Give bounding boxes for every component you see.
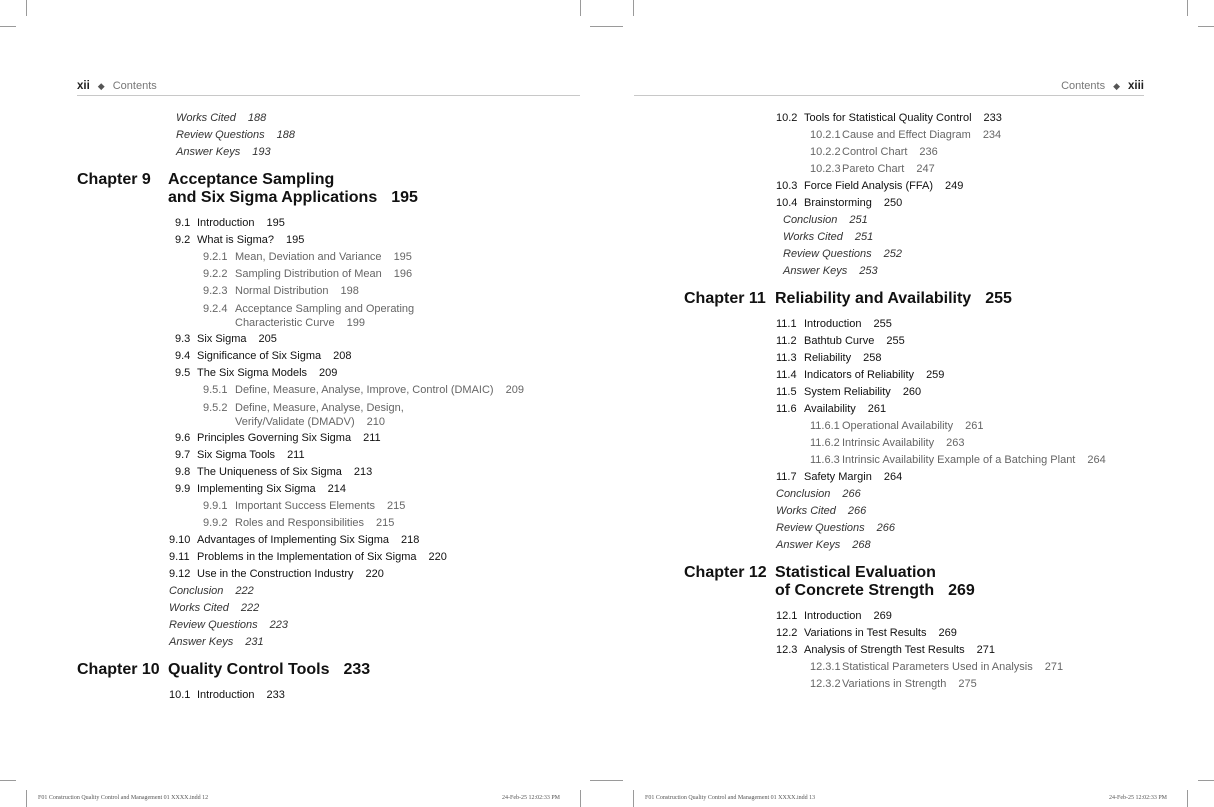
entry-number: 9.5.2 [203, 402, 228, 414]
entry-page: 209 [319, 367, 338, 379]
toc-section-entry [684, 608, 1184, 625]
entry-page: 264 [1087, 454, 1106, 466]
entry-number: 10.4 [776, 197, 798, 209]
entry-title: Introduction 195 [197, 217, 285, 229]
toc-backmatter-entry [684, 229, 1184, 246]
crop-mark [580, 790, 581, 807]
entry-page: 211 [363, 432, 381, 444]
toc-section-entry [77, 687, 577, 704]
entry-title-line: Define, Measure, Analyse, Design, [235, 402, 404, 414]
entry-page: 266 [847, 505, 867, 517]
entry-title: Reliability 258 [804, 352, 882, 364]
entry-title: Statistical Parameters Used in Analysis 271 [842, 661, 1064, 673]
crop-mark [0, 780, 16, 781]
entry-number: 11.1 [776, 318, 797, 330]
toc-backmatter-entry [77, 144, 577, 161]
toc-backmatter-entry [77, 583, 577, 600]
entry-title: Problems in the Implementation of Six Sigma 220 [197, 551, 447, 563]
chapter-page: 233 [343, 661, 371, 678]
toc-backmatter-entry [684, 537, 1184, 554]
entry-number: 9.12 [169, 568, 191, 580]
entry-title: Works Cited 222 [169, 602, 260, 614]
entry-title: Define, Measure, Analyse, Improve, Control (DMAIC) 209 [235, 384, 524, 396]
entry-number: 9.3 [175, 333, 191, 345]
entry-page: 208 [333, 350, 352, 362]
entry-title: Roles and Responsibilities 215 [235, 517, 395, 529]
entry-title-line: Acceptance Sampling and Operating [235, 303, 415, 315]
toc-backmatter-entry [77, 127, 577, 144]
toc-list [77, 110, 577, 704]
entry-number: 11.7 [776, 471, 797, 483]
entry-number: 10.1 [169, 689, 191, 701]
entry-title: Sampling Distribution of Mean 196 [235, 268, 413, 280]
print-footer-date: 24-Feb-25 12:02:33 PM [502, 795, 561, 801]
entry-title: Bathtub Curve 255 [804, 335, 905, 347]
chapter-title-line: of Concrete Strength 269 [775, 582, 975, 599]
chapter-heading [77, 171, 577, 207]
entry-page: 261 [965, 420, 984, 432]
toc-list [684, 110, 1184, 693]
entry-title: Conclusion 222 [169, 585, 254, 597]
entry-title: Important Success Elements 215 [235, 500, 406, 512]
entry-page: 259 [926, 369, 945, 381]
running-head-title: Contents [112, 80, 157, 92]
entry-page: 234 [982, 129, 1002, 141]
toc-section-entry [77, 464, 577, 481]
toc-section-entry [684, 195, 1184, 212]
entry-page: 258 [863, 352, 882, 364]
chapter-label: Chapter 11 [684, 290, 766, 307]
entry-page: 255 [886, 335, 905, 347]
entry-title [235, 401, 404, 429]
toc-backmatter-entry [684, 503, 1184, 520]
chapter-label: Chapter 9 [77, 171, 151, 188]
entry-title: Brainstorming 250 [804, 197, 903, 209]
entry-number: 10.2.2 [810, 146, 841, 158]
running-head-title: Contents [1061, 80, 1106, 92]
entry-title: Implementing Six Sigma 214 [197, 483, 346, 495]
entry-number: 11.6.2 [810, 437, 840, 449]
entry-title [235, 302, 414, 330]
toc-section-entry [684, 625, 1184, 642]
entry-number: 9.4 [175, 350, 191, 362]
entry-number: 12.3.1 [810, 661, 841, 673]
running-head [77, 80, 157, 92]
toc-section-entry [77, 430, 577, 447]
entry-page: 269 [938, 627, 957, 639]
entry-page: 210 [366, 416, 385, 428]
chapter-title [168, 661, 577, 679]
print-footer-file: F01 Construction Quality Control and Management 01 XXXX.indd 12 [38, 795, 209, 801]
toc-subsection-entry [77, 283, 577, 300]
entry-title: System Reliability 260 [804, 386, 922, 398]
entry-title: Works Cited 266 [776, 505, 867, 517]
page-folio: xiii [1128, 80, 1144, 92]
toc-section-entry [684, 333, 1184, 350]
toc-subsection-entry [684, 659, 1184, 676]
entry-title: Conclusion 251 [783, 214, 868, 226]
entry-title: Analysis of Strength Test Results 271 [804, 644, 995, 656]
toc-section-entry [77, 549, 577, 566]
entry-title: Use in the Construction Industry 220 [197, 568, 384, 580]
chapter-heading [77, 661, 577, 679]
entry-page: 193 [252, 146, 271, 158]
toc-backmatter-entry [77, 634, 577, 651]
entry-number: 12.1 [776, 610, 798, 622]
entry-page: 233 [266, 689, 285, 701]
entry-page: 266 [876, 522, 896, 534]
entry-title: The Uniqueness of Six Sigma 213 [197, 466, 373, 478]
entry-page: 275 [958, 678, 977, 690]
toc-backmatter-entry [684, 520, 1184, 537]
crop-mark [26, 0, 27, 16]
running-head [1061, 80, 1144, 92]
toc-section-entry [684, 178, 1184, 195]
entry-title: Review Questions 188 [176, 129, 296, 141]
entry-page: 218 [401, 534, 420, 546]
entry-title: Force Field Analysis (FFA) 249 [804, 180, 964, 192]
entry-page: 250 [883, 197, 903, 209]
entry-page: 247 [916, 163, 935, 175]
entry-page: 196 [393, 268, 413, 280]
entry-page: 251 [849, 214, 868, 226]
entry-page: 199 [346, 317, 365, 329]
entry-number: 9.2 [175, 234, 191, 246]
toc-backmatter-entry [77, 110, 577, 127]
toc-section-entry [684, 367, 1184, 384]
chapter-title-line: Reliability and Availability 255 [775, 290, 1012, 307]
entry-number: 11.6.1 [810, 420, 840, 432]
entry-title: Introduction 255 [804, 318, 892, 330]
toc-section-entry [77, 447, 577, 464]
toc-section-entry [684, 316, 1184, 333]
entry-title: Control Chart 236 [842, 146, 938, 158]
entry-page: 222 [235, 585, 254, 597]
entry-title: Introduction 233 [197, 689, 285, 701]
entry-title: Pareto Chart 247 [842, 163, 935, 175]
toc-backmatter-entry [77, 617, 577, 634]
entry-page: 233 [983, 112, 1002, 124]
entry-number: 12.2 [776, 627, 798, 639]
toc-subsection-entry [77, 498, 577, 515]
entry-title: Review Questions 252 [783, 248, 903, 260]
entry-number: 9.2.2 [203, 268, 228, 280]
entry-page: 195 [286, 234, 305, 246]
entry-page: 271 [1044, 661, 1064, 673]
crop-mark [1198, 26, 1214, 27]
toc-subsection-entry [77, 300, 577, 331]
chapter-page: 255 [985, 290, 1012, 307]
entry-number: 9.9 [175, 483, 191, 495]
toc-subsection-entry [77, 515, 577, 532]
entry-title: Significance of Six Sigma 208 [197, 350, 352, 362]
crop-mark [633, 790, 634, 807]
entry-number: 9.9.2 [203, 517, 228, 529]
entry-number: 11.3 [776, 352, 797, 364]
entry-title: Review Questions 223 [169, 619, 289, 631]
entry-page: 220 [365, 568, 384, 580]
entry-title: Answer Keys 193 [176, 146, 271, 158]
entry-page: 263 [946, 437, 965, 449]
toc-subsection-entry [77, 266, 577, 283]
chapter-heading [684, 290, 1184, 308]
entry-page: 195 [393, 251, 412, 263]
entry-page: 188 [276, 129, 296, 141]
entry-number: 9.10 [169, 534, 191, 546]
toc-section-entry [77, 532, 577, 549]
right-page [607, 0, 1214, 807]
entry-number: 11.2 [776, 335, 797, 347]
entry-page: 215 [376, 517, 395, 529]
crop-mark [590, 26, 623, 27]
entry-page: 223 [269, 619, 289, 631]
chapter-title-line: Statistical Evaluation [775, 564, 936, 581]
entry-page: 220 [428, 551, 447, 563]
entry-title: Indicators of Reliability 259 [804, 369, 945, 381]
entry-title: Answer Keys 253 [783, 265, 878, 277]
print-footer-date: 24-Feb-25 12:02:33 PM [1109, 795, 1168, 801]
toc-section-entry [684, 469, 1184, 486]
entry-page: 271 [976, 644, 995, 656]
toc-subsection-entry [77, 249, 577, 266]
chapter-label: Chapter 10 [77, 661, 160, 678]
toc-section-entry [684, 642, 1184, 659]
entry-title: Conclusion 266 [776, 488, 861, 500]
diamond-icon: ◆ [97, 80, 105, 91]
entry-title-line: Characteristic Curve 199 [235, 317, 365, 329]
toc-section-entry [77, 348, 577, 365]
chapter-title-line: Acceptance Sampling [168, 171, 335, 188]
crop-mark [26, 790, 27, 807]
toc-section-entry [77, 365, 577, 382]
entry-title: Works Cited 251 [783, 231, 874, 243]
entry-page: 215 [387, 500, 406, 512]
chapter-title [168, 171, 577, 207]
entry-title: Variations in Strength 275 [842, 678, 977, 690]
entry-title-line: Verify/Validate (DMADV) 210 [235, 416, 385, 428]
chapter-title-line: Quality Control Tools 233 [168, 661, 371, 678]
entry-title: Operational Availability 261 [842, 420, 984, 432]
entry-title: Cause and Effect Diagram 234 [842, 129, 1002, 141]
entry-number: 9.7 [175, 449, 191, 461]
entry-page: 255 [873, 318, 892, 330]
crop-mark [0, 26, 16, 27]
entry-number: 9.1 [175, 217, 191, 229]
toc-subsection-entry [684, 161, 1184, 178]
entry-title: Principles Governing Six Sigma 211 [197, 432, 381, 444]
entry-number: 11.6.3 [810, 454, 840, 466]
entry-title: Tools for Statistical Quality Control 233 [804, 112, 1002, 124]
crop-mark [1187, 790, 1188, 807]
entry-title: What is Sigma? 195 [197, 234, 305, 246]
chapter-heading [684, 564, 1184, 600]
entry-title: Mean, Deviation and Variance 195 [235, 251, 412, 263]
entry-title: Normal Distribution 198 [235, 285, 359, 297]
entry-title: Intrinsic Availability Example of a Batching Plant 264 [842, 454, 1106, 466]
print-footer-file: F01 Construction Quality Control and Management 01 XXXX.indd 13 [645, 795, 816, 801]
toc-section-entry [77, 566, 577, 583]
toc-section-entry [684, 350, 1184, 367]
entry-title: Variations in Test Results 269 [804, 627, 957, 639]
chapter-title [775, 564, 1184, 600]
toc-backmatter-entry [684, 263, 1184, 280]
toc-backmatter-entry [684, 212, 1184, 229]
toc-subsection-entry [684, 452, 1184, 469]
entry-number: 9.9.1 [203, 500, 228, 512]
entry-title: Availability 261 [804, 403, 887, 415]
chapter-title [775, 290, 1184, 308]
entry-page: 198 [340, 285, 359, 297]
entry-number: 10.2.1 [810, 129, 841, 141]
entry-page: 249 [944, 180, 964, 192]
chapter-title-line: and Six Sigma Applications 195 [168, 189, 418, 206]
entry-page: 260 [902, 386, 922, 398]
entry-number: 11.6 [776, 403, 797, 415]
entry-title: Answer Keys 231 [169, 636, 264, 648]
crop-mark [590, 780, 623, 781]
entry-title: The Six Sigma Models 209 [197, 367, 338, 379]
toc-section-entry [77, 481, 577, 498]
toc-section-entry [684, 110, 1184, 127]
entry-page: 251 [854, 231, 874, 243]
entry-page: 253 [859, 265, 878, 277]
entry-page: 266 [842, 488, 861, 500]
toc-subsection-entry [684, 435, 1184, 452]
entry-number: 9.2.3 [203, 285, 228, 297]
entry-page: 214 [327, 483, 346, 495]
entry-title: Introduction 269 [804, 610, 892, 622]
entry-page: 269 [873, 610, 892, 622]
entry-number: 10.3 [776, 180, 798, 192]
entry-page: 188 [247, 112, 267, 124]
entry-number: 9.11 [169, 551, 190, 563]
toc-subsection-entry [684, 418, 1184, 435]
crop-mark [580, 0, 581, 16]
entry-number: 9.5 [175, 367, 191, 379]
toc-subsection-entry [684, 676, 1184, 693]
entry-page: 236 [919, 146, 938, 158]
entry-page: 268 [852, 539, 871, 551]
entry-number: 10.2.3 [810, 163, 841, 175]
chapter-page: 269 [948, 582, 975, 599]
entry-title: Answer Keys 268 [776, 539, 871, 551]
entry-page: 222 [240, 602, 260, 614]
chapter-label: Chapter 12 [684, 564, 767, 581]
toc-backmatter-entry [684, 246, 1184, 263]
entry-page: 264 [883, 471, 903, 483]
toc-backmatter-entry [77, 600, 577, 617]
entry-number: 9.6 [175, 432, 191, 444]
entry-page: 195 [266, 217, 285, 229]
entry-page: 261 [867, 403, 887, 415]
entry-number: 9.2.4 [203, 303, 228, 315]
toc-section-entry [77, 331, 577, 348]
toc-backmatter-entry [684, 486, 1184, 503]
toc-subsection-entry [77, 399, 577, 430]
page-folio: xii [77, 80, 90, 92]
entry-title: Works Cited 188 [176, 112, 267, 124]
diamond-icon: ◆ [1113, 80, 1121, 91]
chapter-page: 195 [391, 189, 418, 206]
entry-title: Advantages of Implementing Six Sigma 218 [197, 534, 420, 546]
entry-title: Intrinsic Availability 263 [842, 437, 965, 449]
toc-subsection-entry [684, 127, 1184, 144]
entry-title: Safety Margin 264 [804, 471, 903, 483]
entry-page: 211 [287, 449, 305, 461]
toc-subsection-entry [77, 382, 577, 399]
toc-subsection-entry [684, 144, 1184, 161]
crop-mark [1187, 0, 1188, 16]
entry-number: 12.3.2 [810, 678, 841, 690]
entry-page: 213 [353, 466, 373, 478]
entry-title: Six Sigma Tools 211 [197, 449, 305, 461]
entry-number: 12.3 [776, 644, 798, 656]
header-rule [77, 95, 580, 96]
toc-section-entry [684, 384, 1184, 401]
entry-number: 9.8 [175, 466, 191, 478]
entry-number: 9.5.1 [203, 384, 228, 396]
entry-number: 11.4 [776, 369, 797, 381]
entry-page: 209 [505, 384, 524, 396]
entry-title: Review Questions 266 [776, 522, 896, 534]
entry-page: 252 [883, 248, 903, 260]
entry-title: Six Sigma 205 [197, 333, 277, 345]
crop-mark [633, 0, 634, 16]
entry-page: 205 [258, 333, 277, 345]
entry-number: 11.5 [776, 386, 797, 398]
entry-number: 9.2.1 [203, 251, 228, 263]
entry-page: 231 [245, 636, 264, 648]
toc-section-entry [77, 215, 577, 232]
toc-section-entry [684, 401, 1184, 418]
toc-section-entry [77, 232, 577, 249]
entry-number: 10.2 [776, 112, 798, 124]
crop-mark [1198, 780, 1214, 781]
header-rule [634, 95, 1144, 96]
